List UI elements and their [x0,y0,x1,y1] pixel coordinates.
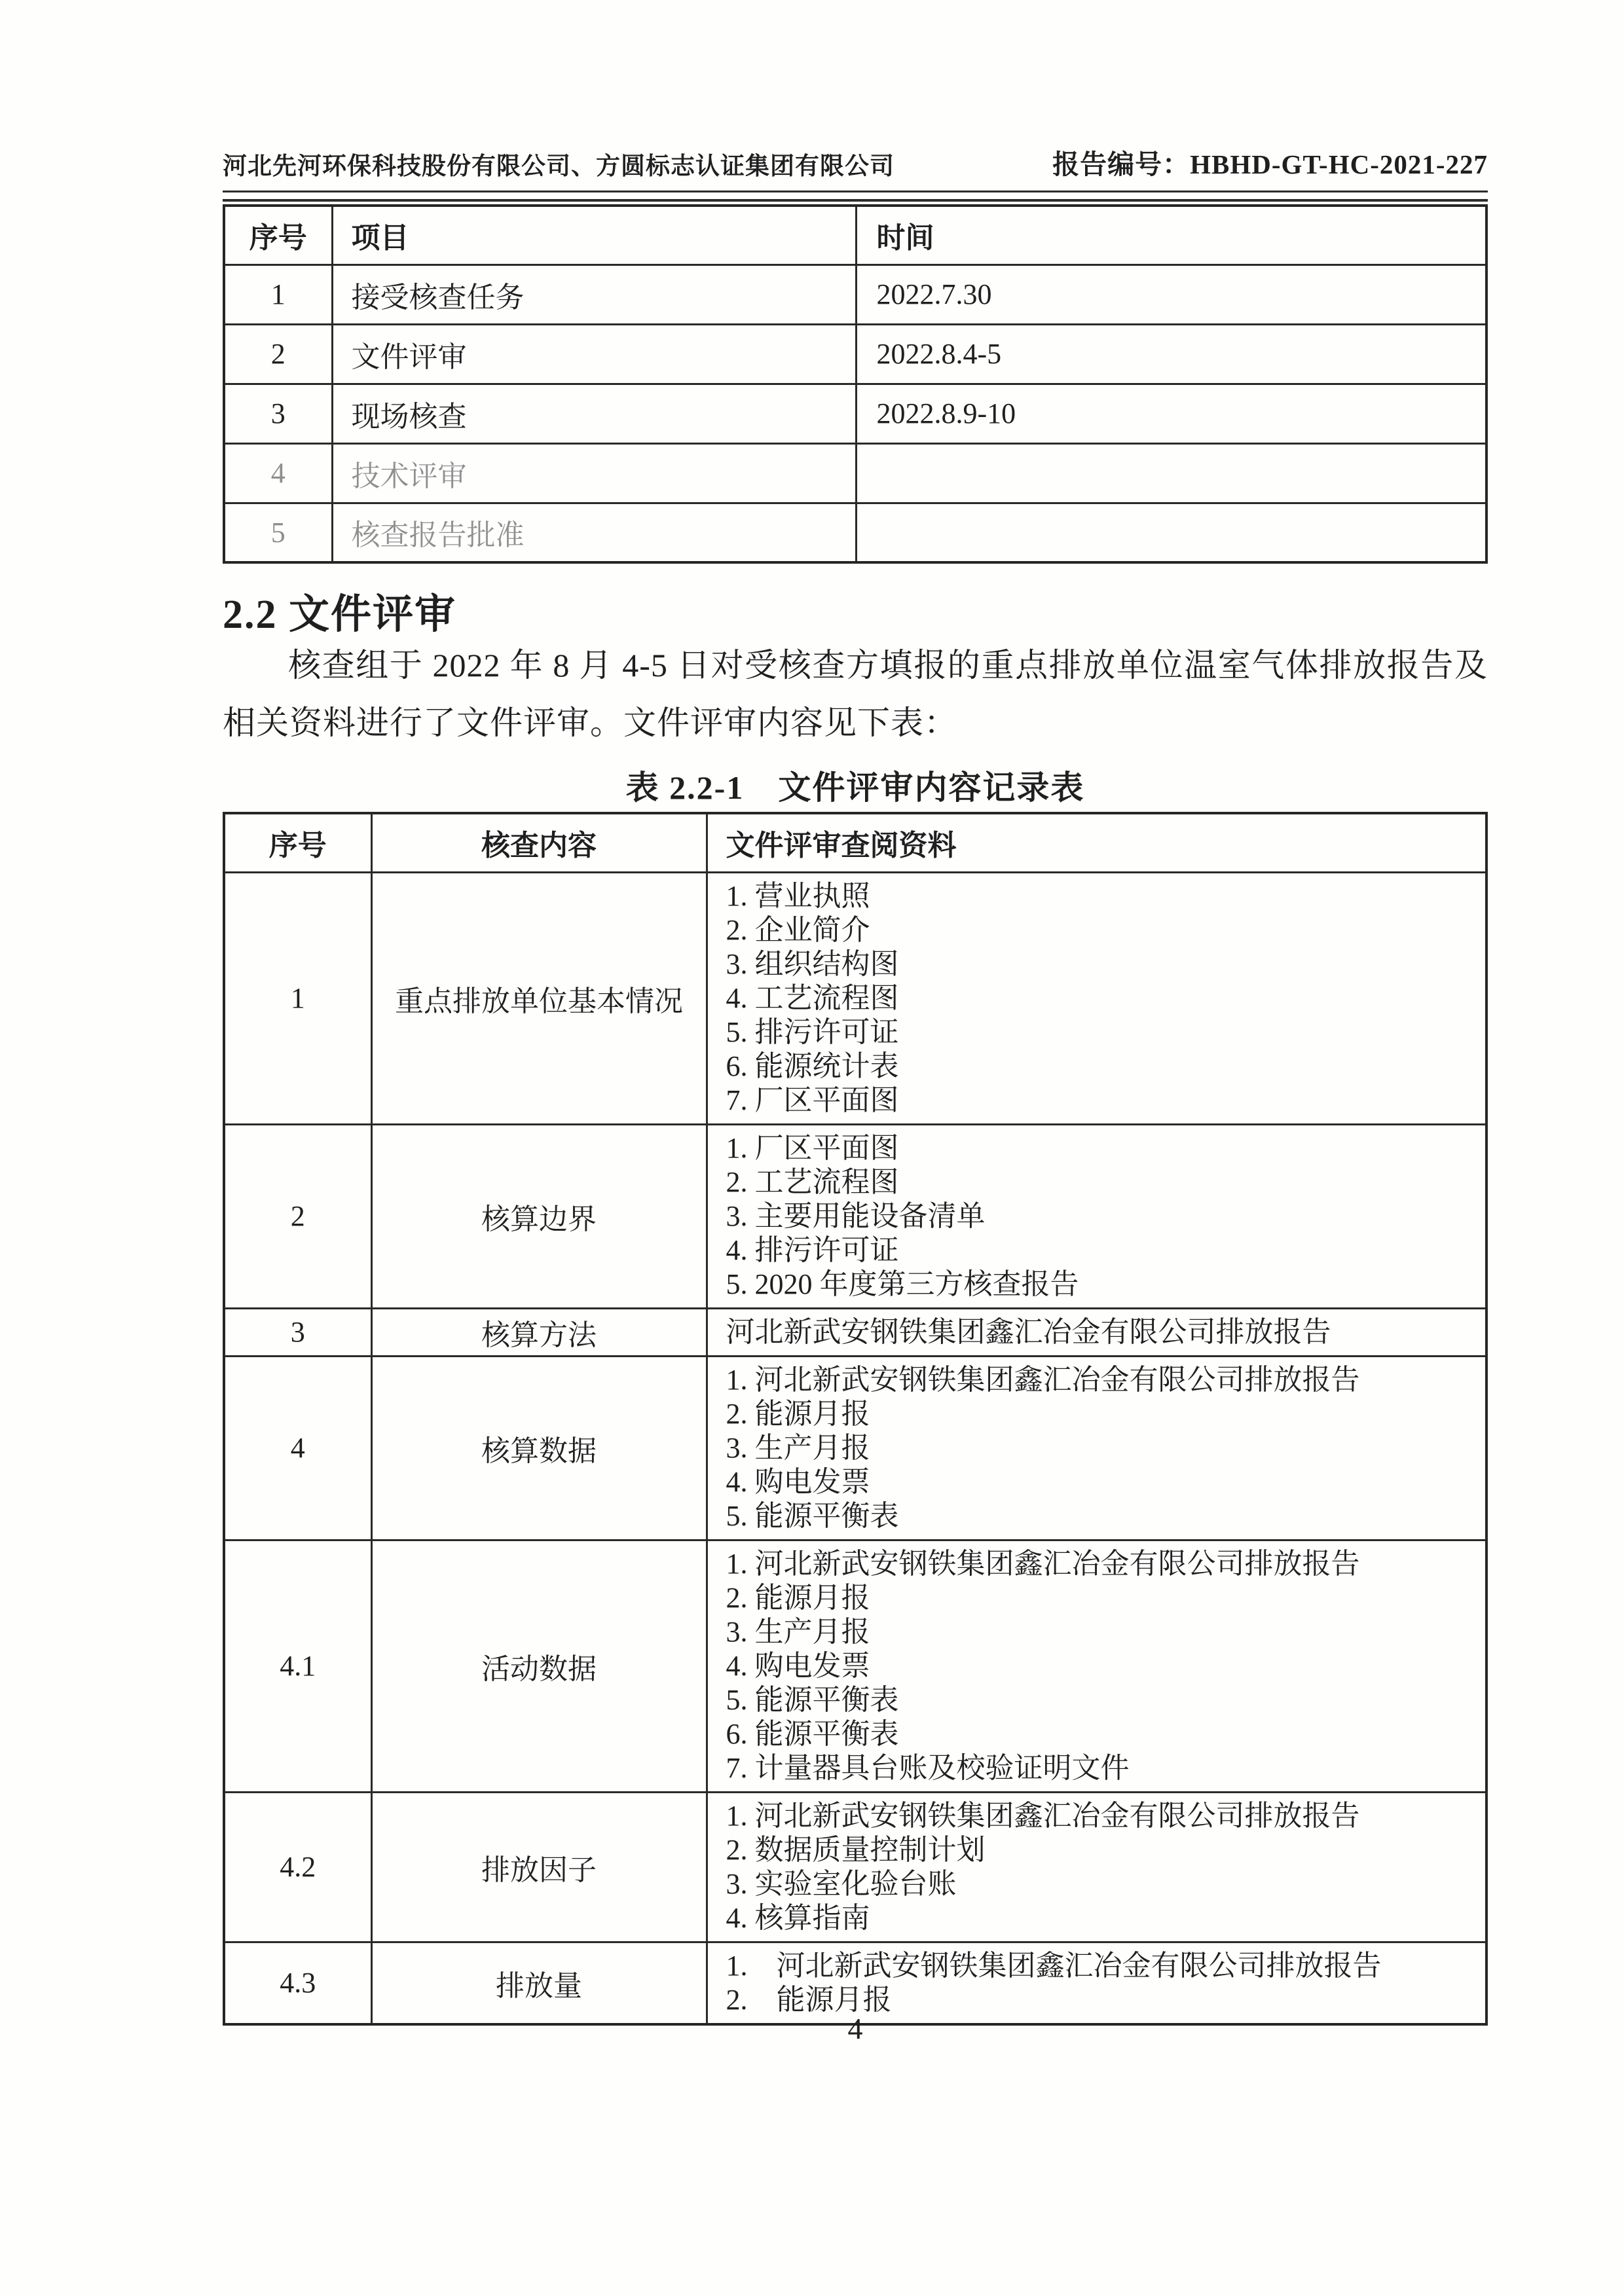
materials-line: 6. 能源统计表 [726,1049,899,1082]
cell-no: 4.3 [224,1942,371,2024]
page-header [223,143,1488,181]
materials-line: 5. 能源平衡表 [726,1499,899,1532]
materials-line: 7. 厂区平面图 [726,1084,899,1116]
materials-line: 3. 组织结构图 [726,947,899,980]
materials-line: 2. 数据质量控制计划 [726,1833,986,1866]
column-header-item: 项目 [332,206,856,264]
materials-line: 5. 排污许可证 [726,1015,899,1048]
table-row [224,443,1486,503]
header-row [224,206,1486,264]
cell-no: 1 [224,872,371,1124]
table-row [224,1356,1486,1540]
materials-line: 4. 核算指南 [726,1901,870,1934]
cell-item: 现场核查 [332,384,856,443]
cell-materials [707,872,1486,1124]
section-heading: 2.2 文件评审 [223,592,457,637]
schedule-table-header [224,206,1486,264]
table-row [224,324,1486,384]
cell-no: 4 [224,1356,371,1540]
cell-materials [707,1124,1486,1308]
materials-line: 2. 能源月报 [726,1581,870,1614]
table-row [224,384,1486,443]
cell-content: 排放量 [371,1942,707,2024]
page-number: 4 [847,2012,863,2045]
review-table-header [224,813,1486,872]
table-row [224,1792,1486,1942]
schedule-table-body [224,264,1486,562]
column-header-time: 时间 [856,206,1486,264]
column-header-materials: 文件评审查阅资料 [707,813,1486,872]
materials-line: 2. 能源月报 [726,1983,892,2016]
cell-time: 2022.7.30 [856,264,1486,324]
cell-time [856,443,1486,503]
materials-line: 1. 河北新武安钢铁集团鑫汇冶金有限公司排放报告 [726,1949,1382,1982]
table-caption: 表 2.2-1 文件评审内容记录表 [625,769,1085,806]
header-company-text: 河北先河环保科技股份有限公司、方圆标志认证集团有限公司 [223,153,895,180]
cell-no: 4.1 [224,1540,371,1792]
column-header-no: 序号 [224,206,332,264]
review-table [223,812,1488,2026]
cell-no: 2 [224,324,332,384]
cell-content: 排放因子 [371,1792,707,1942]
materials-line: 3. 生产月报 [726,1615,870,1648]
review-table-body [224,872,1486,2024]
materials-line: 3. 生产月报 [726,1431,870,1464]
cell-content: 活动数据 [371,1540,707,1792]
materials-line: 1. 河北新武安钢铁集团鑫汇冶金有限公司排放报告 [726,1363,1360,1396]
materials-line: 3. 实验室化验台账 [726,1867,957,1900]
cell-content: 重点排放单位基本情况 [371,872,707,1124]
column-header-no: 序号 [224,813,371,872]
cell-time: 2022.8.4-5 [856,324,1486,384]
materials-line: 2. 能源月报 [726,1397,870,1430]
cell-materials [707,1792,1486,1942]
cell-materials [707,1540,1486,1792]
materials-line: 6. 能源平衡表 [726,1717,899,1750]
table-row [224,872,1486,1124]
table-row [224,1124,1486,1308]
materials-line: 4. 排污许可证 [726,1233,899,1266]
cell-no: 3 [224,1308,371,1356]
materials-line: 1. 河北新武安钢铁集团鑫汇冶金有限公司排放报告 [726,1547,1360,1580]
materials-line: 4. 购电发票 [726,1465,870,1498]
cell-content: 核算数据 [371,1356,707,1540]
header-divider [223,191,1488,202]
cell-no: 3 [224,384,332,443]
header-row [224,813,1486,872]
materials-line: 5. 能源平衡表 [726,1683,899,1716]
materials-line: 3. 主要用能设备清单 [726,1199,986,1232]
cell-content: 核算方法 [371,1308,707,1356]
materials-line: 2. 企业简介 [726,913,870,946]
materials-line: 1. 营业执照 [726,879,870,912]
body-paragraph: 核查组于 2022 年 8 月 4-5 日对受核查方填报的重点排放单位温室气体排放报告及相关资料进行了文件评审。文件评审内容见下表： [223,647,1488,741]
cell-no: 4.2 [224,1792,371,1942]
cell-content: 核算边界 [371,1124,707,1308]
cell-no: 2 [224,1124,371,1308]
materials-line: 1. 河北新武安钢铁集团鑫汇冶金有限公司排放报告 [726,1799,1360,1832]
schedule-table [223,204,1488,564]
cell-no: 4 [224,443,332,503]
cell-item: 接受核查任务 [332,264,856,324]
header-report-number: 报告编号：HBHD-GT-HC-2021-227 [1052,149,1488,179]
cell-time: 2022.8.9-10 [856,384,1486,443]
materials-line: 河北新武安钢铁集团鑫汇冶金有限公司排放报告 [726,1315,1331,1348]
materials-line: 4. 工艺流程图 [726,981,899,1014]
table-row [224,503,1486,562]
cell-time [856,503,1486,562]
materials-line: 7. 计量器具台账及校验证明文件 [726,1751,1130,1784]
cell-no: 1 [224,264,332,324]
cell-materials [707,1308,1486,1356]
table-row [224,264,1486,324]
column-header-content: 核查内容 [371,813,707,872]
materials-line: 2. 工艺流程图 [726,1165,899,1198]
cell-item: 技术评审 [332,443,856,503]
cell-materials [707,1356,1486,1540]
materials-line: 1. 厂区平面图 [726,1131,899,1164]
materials-line: 5. 2020 年度第三方核查报告 [726,1267,1079,1300]
table-row [224,1540,1486,1792]
table-row [224,1308,1486,1356]
cell-item: 文件评审 [332,324,856,384]
materials-line: 4. 购电发票 [726,1649,870,1682]
cell-item: 核查报告批准 [332,503,856,562]
cell-no: 5 [224,503,332,562]
